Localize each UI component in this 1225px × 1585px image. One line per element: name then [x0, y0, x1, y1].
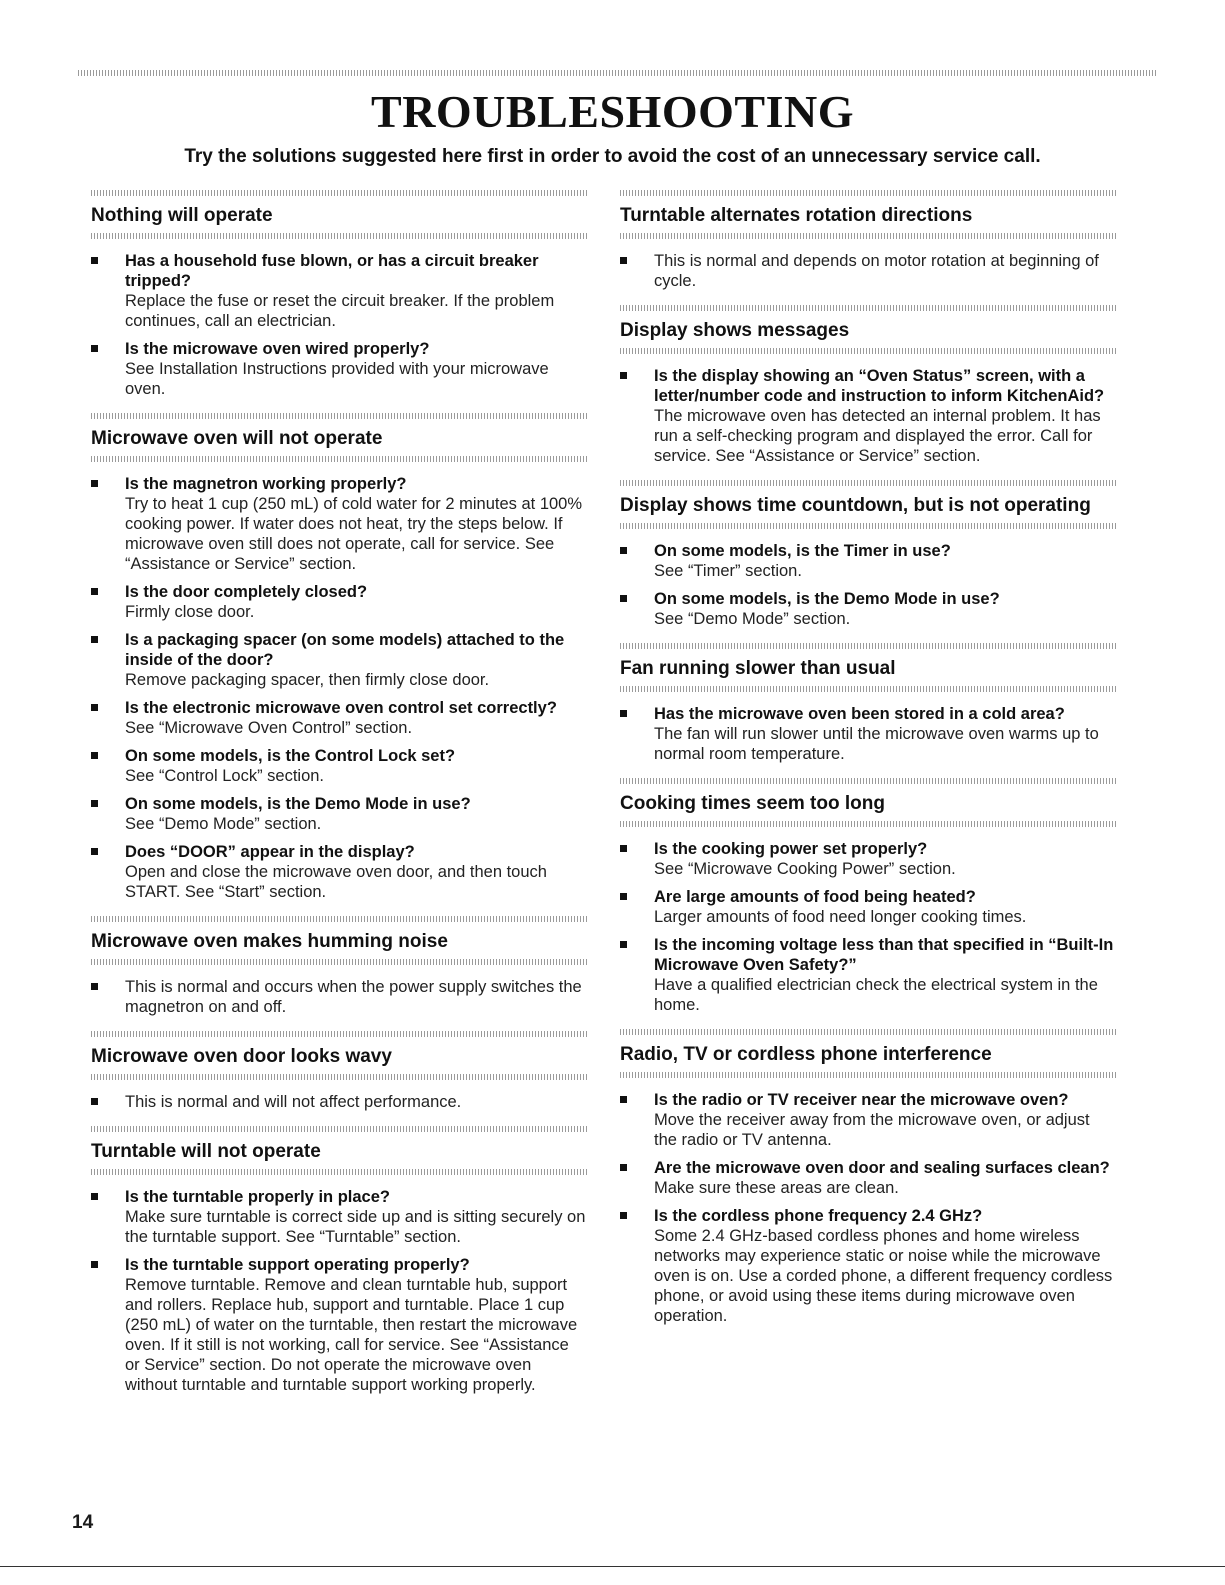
list-item — [91, 582, 588, 622]
troubleshooting-section — [620, 480, 1117, 629]
question-text: Is the electronic microwave oven control set correctly? — [125, 699, 557, 717]
section-items — [91, 977, 588, 1017]
question-text: Is the turntable support operating properly? — [125, 1256, 470, 1274]
list-item — [620, 935, 1117, 1015]
list-item — [620, 704, 1117, 764]
question-text: Is a packaging spacer (on some models) attached to the inside of the door? — [125, 631, 565, 669]
question-text: On some models, is the Demo Mode in use? — [125, 795, 471, 813]
list-item — [91, 794, 588, 834]
answer-text: See “Timer” section. — [654, 562, 802, 580]
question-text: Has a household fuse blown, or has a circuit breaker tripped? — [125, 252, 539, 290]
list-item — [91, 1255, 588, 1395]
question-text: Is the display showing an “Oven Status” screen, with a letter/number code and instruction to inform KitchenAid? — [654, 367, 1105, 405]
square-bullet-icon — [620, 710, 627, 717]
question-text: Is the turntable properly in place? — [125, 1188, 390, 1206]
section-items — [620, 839, 1117, 1015]
square-bullet-icon — [620, 595, 627, 602]
answer-text: Some 2.4 GHz-based cordless phones and home wireless networks may experience static or noise while the microwave oven is on. Use a corded phone, a different frequency cordless phone, or avoid using these items during microwave oven operation. — [654, 1227, 1113, 1325]
answer-text: Make sure turntable is correct side up and is sitting securely on the turntable support. See “Turntable” section. — [125, 1208, 586, 1246]
left-column — [91, 190, 588, 1409]
top-rule — [78, 70, 1156, 76]
question-text: On some models, is the Timer in use? — [654, 542, 951, 560]
question-text: Are large amounts of food being heated? — [654, 888, 976, 906]
list-item — [91, 339, 588, 399]
section-items — [620, 251, 1117, 291]
section-items — [620, 541, 1117, 629]
square-bullet-icon — [620, 893, 627, 900]
list-item — [91, 977, 588, 1017]
answer-text: Remove packaging spacer, then firmly close door. — [125, 671, 490, 689]
square-bullet-icon — [91, 848, 98, 855]
section-title: Display shows time countdown, but is not operating — [620, 495, 1091, 516]
answer-text: This is normal and occurs when the power supply switches the magnetron on and off. — [125, 978, 582, 1016]
answer-text: The microwave oven has detected an internal problem. It has run a self-checking program and displayed the error. Call for service. See “Assistance or Service” section. — [654, 407, 1101, 465]
question-text: Is the incoming voltage less than that specified in “Built-In Microwave Oven Safety?” — [654, 936, 1114, 974]
list-item — [620, 541, 1117, 581]
section-bottom-divider — [620, 686, 1117, 692]
section-title: Microwave oven will not operate — [91, 428, 383, 449]
troubleshooting-section — [620, 305, 1117, 466]
answer-text: Move the receiver away from the microwave oven, or adjust the radio or TV antenna. — [654, 1111, 1090, 1149]
section-title: Nothing will operate — [91, 205, 273, 226]
section-items — [91, 251, 588, 399]
answer-text: Larger amounts of food need longer cooking times. — [654, 908, 1027, 926]
answer-text: See “Demo Mode” section. — [125, 815, 322, 833]
square-bullet-icon — [620, 547, 627, 554]
question-text: Is the radio or TV receiver near the microwave oven? — [654, 1091, 1069, 1109]
square-bullet-icon — [91, 636, 98, 643]
right-column — [620, 190, 1117, 1340]
list-item — [620, 887, 1117, 927]
section-items — [620, 366, 1117, 466]
question-text: Is the cordless phone frequency 2.4 GHz? — [654, 1207, 983, 1225]
square-bullet-icon — [91, 800, 98, 807]
section-title: Cooking times seem too long — [620, 793, 885, 814]
list-item — [91, 251, 588, 331]
list-item — [91, 1092, 588, 1112]
answer-text: The fan will run slower until the microwave oven warms up to normal room temperature. — [654, 725, 1099, 763]
list-item — [620, 251, 1117, 291]
page-number: 14 — [72, 1512, 94, 1533]
question-text: Is the door completely closed? — [125, 583, 368, 601]
square-bullet-icon — [620, 1096, 627, 1103]
answer-text: Firmly close door. — [125, 603, 255, 621]
troubleshooting-section — [620, 1029, 1117, 1326]
answer-text: This is normal and depends on motor rotation at beginning of cycle. — [654, 252, 1099, 290]
square-bullet-icon — [620, 257, 627, 264]
answer-text: Replace the fuse or reset the circuit breaker. If the problem continues, call an electrician. — [125, 292, 555, 330]
section-items — [91, 474, 588, 902]
answer-text: See “Microwave Oven Control” section. — [125, 719, 413, 737]
section-bottom-divider — [620, 523, 1117, 529]
square-bullet-icon — [620, 372, 627, 379]
bottom-rule — [0, 1566, 1225, 1567]
square-bullet-icon — [91, 704, 98, 711]
answer-text: Open and close the microwave oven door, and then touch START. See “Start” section. — [125, 863, 547, 901]
section-bottom-divider — [91, 456, 588, 462]
square-bullet-icon — [91, 1098, 98, 1105]
question-text: Is the microwave oven wired properly? — [125, 340, 430, 358]
section-bottom-divider — [91, 233, 588, 239]
section-bottom-divider — [91, 959, 588, 965]
section-bottom-divider — [620, 233, 1117, 239]
list-item — [620, 589, 1117, 629]
question-text: Has the microwave oven been stored in a cold area? — [654, 705, 1065, 723]
page-title: TROUBLESHOOTING — [371, 86, 854, 137]
square-bullet-icon — [620, 845, 627, 852]
troubleshooting-section — [91, 190, 588, 399]
square-bullet-icon — [91, 1193, 98, 1200]
list-item — [91, 630, 588, 690]
section-items — [91, 1187, 588, 1395]
section-bottom-divider — [620, 821, 1117, 827]
troubleshooting-section — [91, 916, 588, 1017]
question-text: Is the magnetron working properly? — [125, 475, 407, 493]
list-item — [620, 1206, 1117, 1326]
question-text: Are the microwave oven door and sealing surfaces clean? — [654, 1159, 1110, 1177]
answer-text: See “Demo Mode” section. — [654, 610, 851, 628]
square-bullet-icon — [91, 983, 98, 990]
square-bullet-icon — [91, 752, 98, 759]
troubleshooting-section — [620, 643, 1117, 764]
answer-text: See Installation Instructions provided with your microwave oven. — [125, 360, 549, 398]
answer-text: See “Microwave Cooking Power” section. — [654, 860, 956, 878]
troubleshooting-section — [620, 190, 1117, 291]
question-text: On some models, is the Control Lock set? — [125, 747, 456, 765]
answer-text: See “Control Lock” section. — [125, 767, 325, 785]
section-bottom-divider — [91, 1169, 588, 1175]
section-title: Turntable will not operate — [91, 1141, 321, 1162]
square-bullet-icon — [91, 345, 98, 352]
square-bullet-icon — [620, 1164, 627, 1171]
list-item — [620, 366, 1117, 466]
question-text: Does “DOOR” appear in the display? — [125, 843, 415, 861]
list-item — [91, 842, 588, 902]
square-bullet-icon — [91, 1261, 98, 1268]
section-title: Turntable alternates rotation directions — [620, 205, 973, 226]
section-title: Radio, TV or cordless phone interference — [620, 1044, 992, 1065]
list-item — [620, 839, 1117, 879]
list-item — [620, 1158, 1117, 1198]
list-item — [91, 1187, 588, 1247]
list-item — [91, 698, 588, 738]
troubleshooting-section — [91, 1031, 588, 1112]
square-bullet-icon — [91, 257, 98, 264]
section-bottom-divider — [91, 1074, 588, 1080]
square-bullet-icon — [91, 480, 98, 487]
section-bottom-divider — [620, 348, 1117, 354]
answer-text: Have a qualified electrician check the electrical system in the home. — [654, 976, 1098, 1014]
section-title: Microwave oven door looks wavy — [91, 1046, 392, 1067]
page-subtitle: Try the solutions suggested here first in order to avoid the cost of an unnecessary service call. — [184, 146, 1041, 167]
section-bottom-divider — [620, 1072, 1117, 1078]
section-items — [620, 704, 1117, 764]
answer-text: Try to heat 1 cup (250 mL) of cold water for 2 minutes at 100% cooking power. If water does not heat, try the steps below. If microwave oven still does not operate, call for service. See “Assistance or Service” section. — [125, 495, 583, 573]
section-title: Microwave oven makes humming noise — [91, 931, 448, 952]
square-bullet-icon — [620, 1212, 627, 1219]
list-item — [620, 1090, 1117, 1150]
answer-text: Make sure these areas are clean. — [654, 1179, 899, 1197]
square-bullet-icon — [620, 941, 627, 948]
troubleshooting-section — [91, 1126, 588, 1395]
troubleshooting-section — [91, 413, 588, 902]
section-title: Display shows messages — [620, 320, 850, 341]
section-title: Fan running slower than usual — [620, 658, 896, 679]
list-item — [91, 474, 588, 574]
square-bullet-icon — [91, 588, 98, 595]
question-text: Is the cooking power set properly? — [654, 840, 928, 858]
list-item — [91, 746, 588, 786]
section-items — [91, 1092, 588, 1112]
answer-text: This is normal and will not affect performance. — [125, 1093, 462, 1111]
troubleshooting-section — [620, 778, 1117, 1015]
question-text: On some models, is the Demo Mode in use? — [654, 590, 1000, 608]
answer-text: Remove turntable. Remove and clean turntable hub, support and rollers. Replace hub, support and turntable. Place 1 cup (250 mL) of water on the turntable, then restart the microwave oven. If it still is not working, call for service. See “Assistance or Service” section. Do not operate the microwave oven without turntable and turntable support working properly. — [125, 1276, 578, 1394]
section-items — [620, 1090, 1117, 1326]
